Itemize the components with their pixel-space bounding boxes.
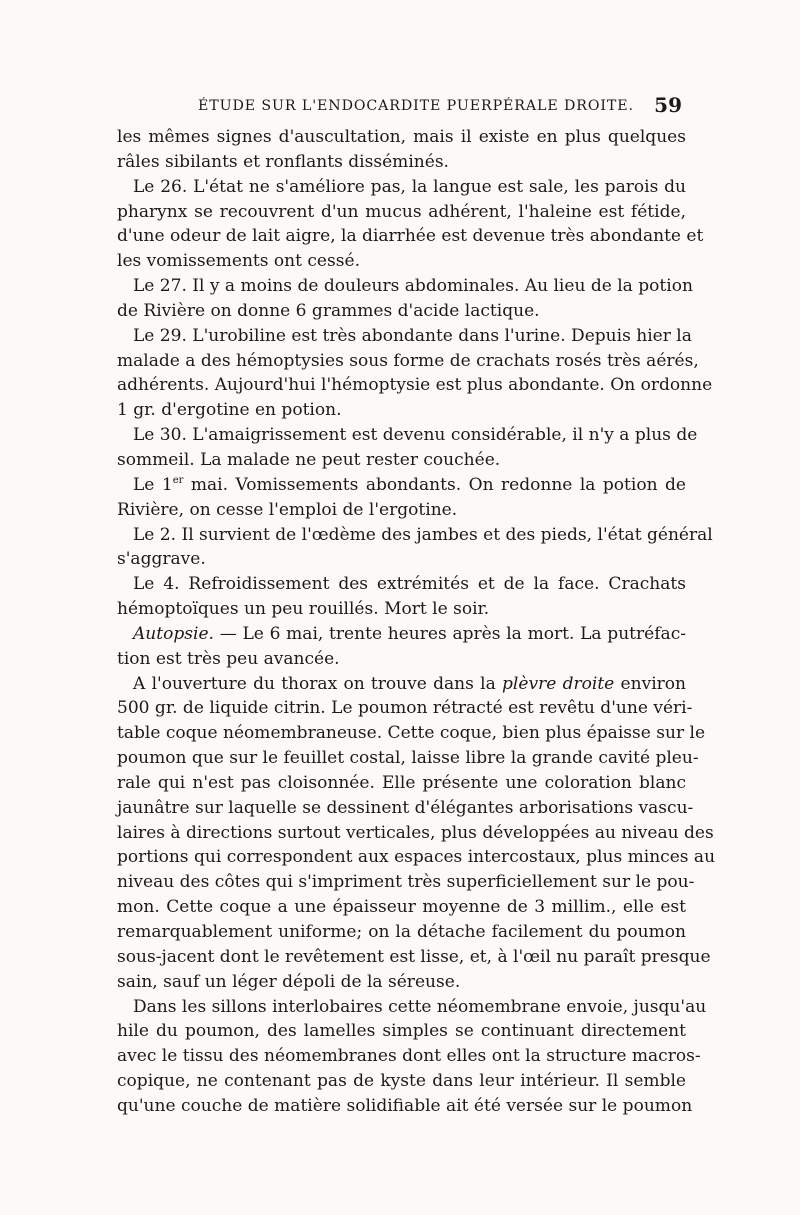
text-line: portions qui correspondent aux espaces intercostaux, plus minces au [117, 847, 716, 868]
line-prefix: Le 1 [133, 474, 173, 495]
text-line: Le 26. L'état ne s'améliore pas, la langue est sale, les parois du [133, 176, 686, 197]
text-line: hile du poumon, des lamelles simples se continuant directement [117, 1021, 686, 1042]
italic-term: plèvre droite [502, 673, 615, 694]
line-rest: — Le 6 mai, trente heures après la mort. La putréfac- [213, 623, 686, 644]
autopsy-heading: Autopsie. [133, 623, 214, 644]
text-line: laires à directions surtout verticales, plus développées au niveau des [117, 822, 714, 843]
running-title: ÉTUDE SUR L'ENDOCARDITE PUERPÉRALE DROITE. [198, 98, 634, 114]
text-line: avec le tissu des néomembranes dont elles ont la structure macros- [117, 1046, 701, 1067]
text-line: Le 30. L'amaigrissement est devenu considérable, il n'y a plus de [133, 425, 698, 446]
text-line: râles sibilants et ronflants disséminés. [117, 151, 449, 172]
line-after: environ [614, 673, 687, 694]
line-before: A l'ouverture du thorax on trouve dans la [133, 673, 503, 694]
text-line: Le 29. L'urobiline est très abondante dans l'urine. Depuis hier la [133, 325, 692, 346]
text-line: les mêmes signes d'auscultation, mais il existe en plus quelques [117, 127, 686, 147]
text-line: s'aggrave. [117, 549, 206, 570]
page-number: 59 [654, 93, 682, 117]
text-line: Rivière, on cesse l'emploi de l'ergotine. [117, 499, 458, 520]
text-line: table coque néomembraneuse. Cette coque, bien plus épaisse sur le [117, 723, 706, 744]
text-line: Le 4. Refroidissement des extrémités et de la face. Crachats [133, 574, 686, 595]
text-line: niveau des côtes qui s'impriment très superficiellement sur le pou- [117, 872, 695, 893]
text-line: d'une odeur de lait aigre, la diarrhée est devenue très abondante et [117, 226, 704, 247]
text-line: Le 2. Il survient de l'œdème des jambes et des pieds, l'état général [133, 524, 713, 545]
text-line: hémoptoïques un peu rouillés. Mort le soir. [117, 599, 490, 620]
text-line: 1 gr. d'ergotine en potion. [117, 400, 342, 421]
text-line: mon. Cette coque a une épaisseur moyenne de 3 millim., elle est [117, 897, 686, 918]
text-line: de Rivière on donne 6 grammes d'acide lactique. [117, 300, 540, 321]
text-line-with-superscript [117, 473, 686, 498]
text-line: tion est très peu avancée. [117, 648, 340, 669]
text-line: pharynx se recouvrent d'un mucus adhérent, l'haleine est fétide, [117, 201, 686, 222]
text-line: adhérents. Aujourd'hui l'hémoptysie est plus abondante. On ordonne [117, 375, 713, 396]
text-line: les vomissements ont cessé. [117, 251, 360, 272]
text-line-autopsy [117, 622, 686, 647]
text-line: copique, ne contenant pas de kyste dans leur intérieur. Il semble [117, 1071, 686, 1092]
line-suffix: mai. Vomissements abondants. On redonne la potion de [183, 474, 687, 495]
text-line: sommeil. La malade ne peut rester couchée. [117, 449, 501, 470]
running-head [116, 93, 686, 122]
text-line: Le 27. Il y a moins de douleurs abdominales. Au lieu de la potion [133, 276, 693, 297]
body-text [117, 125, 716, 1119]
text-line: rale qui n'est pas cloisonnée. Elle présente une coloration blanc [117, 772, 686, 793]
text-line: remarquablement uniforme; on la détache facilement du poumon [117, 922, 686, 942]
text-line: sous-jacent dont le revêtement est lisse, et, à l'œil nu paraît presque [117, 946, 711, 967]
text-line: Dans les sillons interlobaires cette néomembrane envoie, jusqu'au [133, 996, 707, 1017]
text-line: qu'une couche de matière solidifiable ait été versée sur le poumon [117, 1095, 693, 1116]
text-line: jaunâtre sur laquelle se dessinent d'élégantes arborisations vascu- [117, 797, 694, 818]
text-line: malade a des hémoptysies sous forme de crachats rosés très aérés, [117, 350, 699, 371]
text-line-with-italic [117, 672, 686, 697]
text-line: 500 gr. de liquide citrin. Le poumon rétracté est revêtu d'une véri- [117, 698, 693, 719]
text-line: poumon que sur le feuillet costal, laisse libre la grande cavité pleu- [117, 748, 699, 769]
text-line: sain, sauf un léger dépoli de la séreuse. [117, 971, 461, 992]
superscript: er [172, 474, 184, 486]
